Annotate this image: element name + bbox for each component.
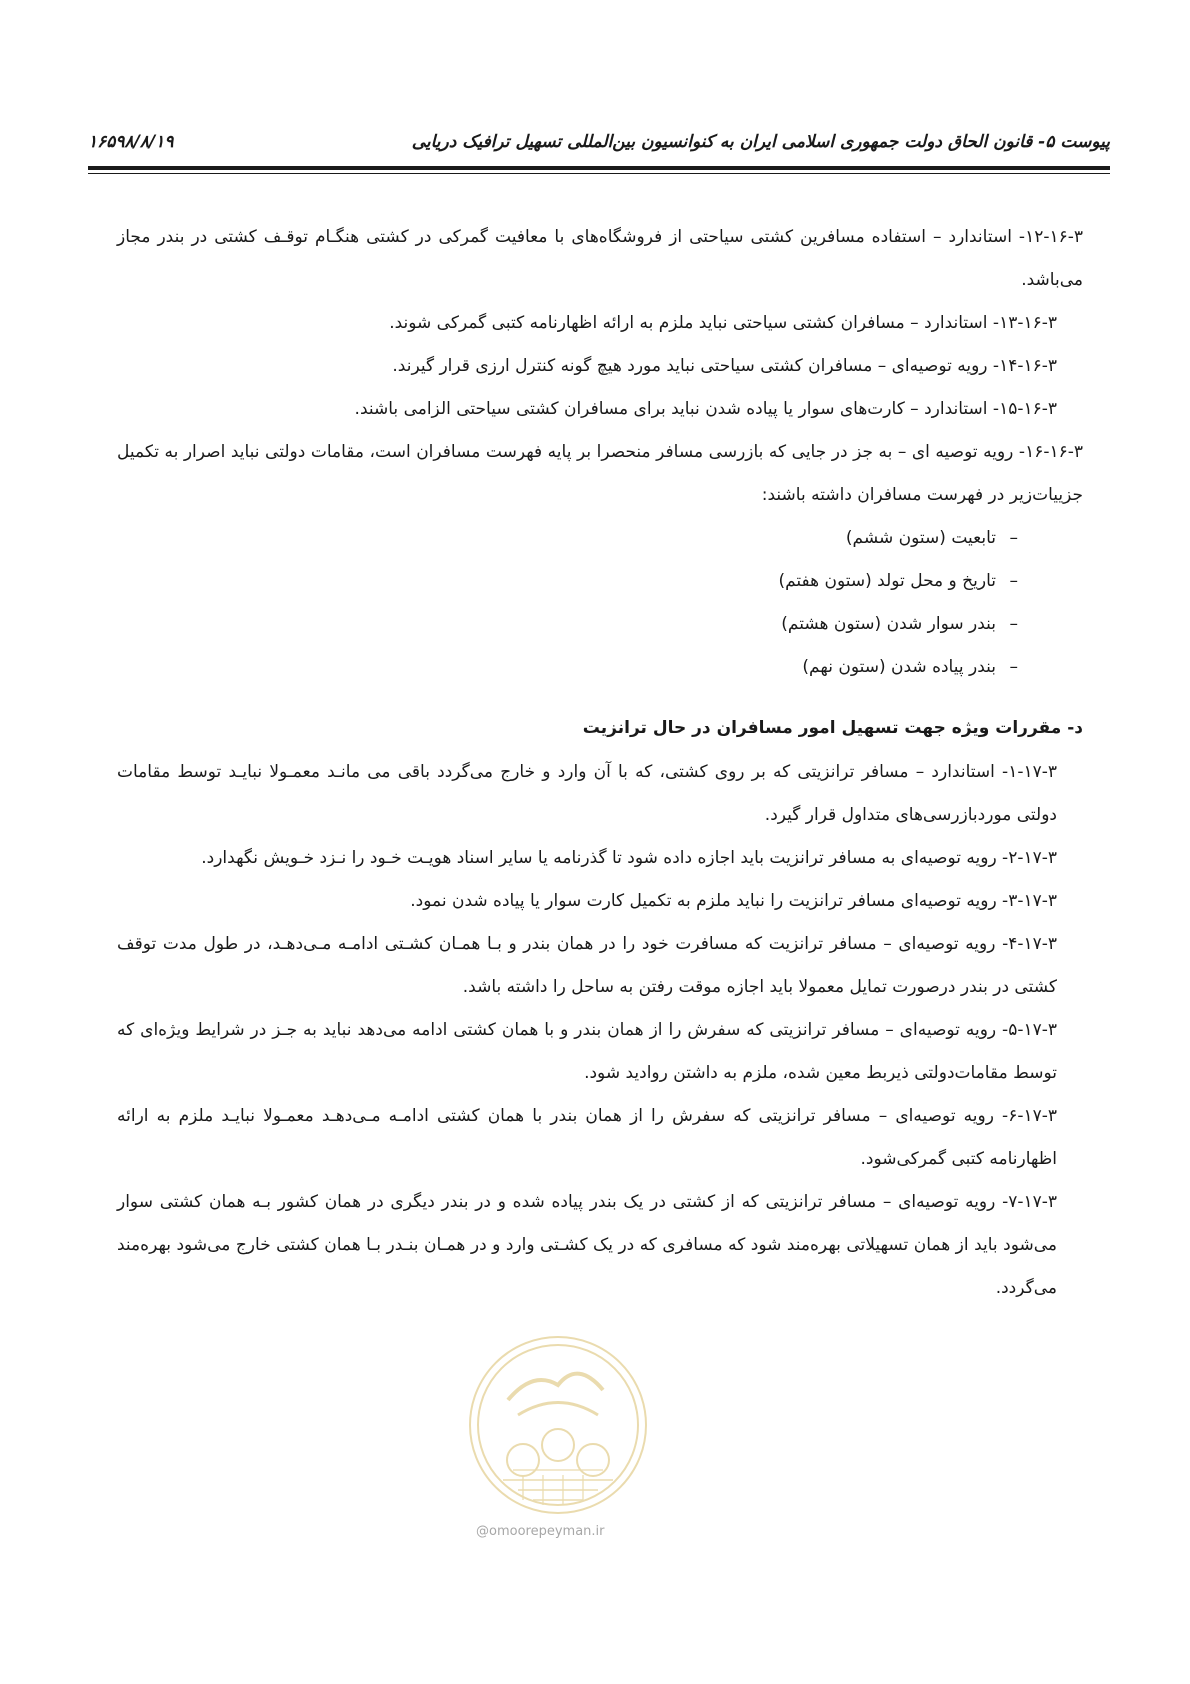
section-heading: د- مقررات ویژه جهت تسهیل امور مسافران در حال ترانزیت [582,718,1083,738]
list-item-text: بندر پیاده شدن (ستون نهم) [802,657,996,677]
nationality-details-list [117,517,1083,689]
paragraph-16: ۱۶-۱۶-۳- رویه توصیه ای – به جز در جایی که بازرسی مسافر منحصرا بر پایه فهرست مسافران است، مقامات دولتی نباید اصرار به تکمیل جزییات‌زیر در فهرست مسافران داشته باشند: [117,442,1083,505]
paragraph-17-4: ۴-۱۷-۳- رویه توصیه‌ای – مسافر ترانزیت که مسافرت خود را در همان بندر و بـا همـان کشـتی ادامـه مـی‌دهـد، در طول مدت توقف کشتی در بندر درصورت تمایل معمولا باید اجازه موقت رفتن به ساحل را داشته باشد. [117,934,1057,997]
list-item [117,603,1083,646]
paragraph-13: ۱۳-۱۶-۳- استاندارد – مسافران کشتی سیاحتی نباید ملزم به ارائه اظهارنامه کتبی گمرکی شوند. [389,313,1057,333]
paragraph-17-1: ۱-۱۷-۳- استاندارد – مسافر ترانزیتی که بر روی کشتی، که با آن وارد و خارج می‌گردد باقی می مانـد معمـولا نبایـد توسط مقامات دولتی موردبازرسی‌های متداول قرار گیرد. [117,762,1057,825]
dash-bullet: – [1009,528,1018,548]
list-item [117,517,1083,560]
watermark-logo [463,1330,653,1520]
paragraph-14: ۱۴-۱۶-۳- رویه توصیه‌ای – مسافران کشتی سیاحتی نباید مورد هیچ گونه کنترل ارزی قرار گیرند. [392,356,1057,376]
watermark-url: @omoorepeyman.ir [476,1524,605,1539]
header-rule-thin [88,173,1110,174]
paragraph-12: ۱۲-۱۶-۳- استاندارد – استفاده مسافرین کشتی سیاحتی از فروشگاه‌های با معافیت گمرکی در کشتی هنگـام توقـف کشتی در بندر مجاز می‌باشد. [117,227,1083,290]
list-item [117,560,1083,603]
paragraph-17-6: ۶-۱۷-۳- رویه توصیه‌ای – مسافر ترانزیتی که سفرش را از همان بندر با همان کشتی ادامـه مـی‌دهـد معمـولا نبایـد ملزم به ارائه اظهارنامه کتبی گمرکی‌شود. [117,1106,1057,1169]
header-number: ۱۶۵۹۸/۸/۱۹ [88,132,174,152]
page-header [88,132,1110,158]
list-item-text: بندر سوار شدن (ستون هشتم) [781,614,996,634]
list-item-text: تاریخ و محل تولد (ستون هفتم) [778,571,996,591]
paragraph-17-3: ۳-۱۷-۳- رویه توصیه‌ای مسافر ترانزیت را نباید ملزم به تکمیل کارت سوار یا پیاده شدن نمود. [410,891,1057,911]
document-body [117,216,1083,1310]
dash-bullet: – [1009,571,1018,591]
list-item-text: تابعیت (ستون ششم) [845,528,996,548]
dash-bullet: – [1009,657,1018,677]
dash-bullet: – [1009,614,1018,634]
header-rule-thick [88,166,1110,170]
paragraph-17-7: ۷-۱۷-۳- رویه توصیه‌ای – مسافر ترانزیتی که از کشتی در یک بندر پیاده شده و در بندر دیگری در همان کشور بـه همان کشتی سوار می‌شود باید از همان تسهیلاتی بهره‌مند شود که مسافری که در یک کشـتی وارد و در همـان بنـدر بـا همان کشتی خارج می‌شود بهره‌مند می‌گردد. [117,1192,1057,1298]
paragraph-15: ۱۵-۱۶-۳- استاندارد – کارت‌های سوار یا پیاده شدن نباید برای مسافران کشتی سیاحتی الزامی باشند. [354,399,1057,419]
header-title: پیوست ۵- قانون الحاق دولت جمهوری اسلامی ایران به کنوانسیون بین‌المللی تسهیل ترافیک دریایی [411,132,1110,152]
paragraph-17-2: ۲-۱۷-۳- رویه توصیه‌ای به مسافر ترانزیت باید اجازه داده شود تا گذرنامه یا سایر اسناد هویـت خـود را نـزد خـویش نگهدارد. [201,848,1057,868]
list-item [117,646,1083,689]
paragraph-17-5: ۵-۱۷-۳- رویه توصیه‌ای – مسافر ترانزیتی که سفرش را از همان بندر و با همان کشتی ادامه می‌دهد نباید به جـز در شرایط ویژه‌ای که توسط مقامات‌دولتی ذیربط معین شده، ملزم به داشتن روادید شود. [117,1020,1057,1083]
